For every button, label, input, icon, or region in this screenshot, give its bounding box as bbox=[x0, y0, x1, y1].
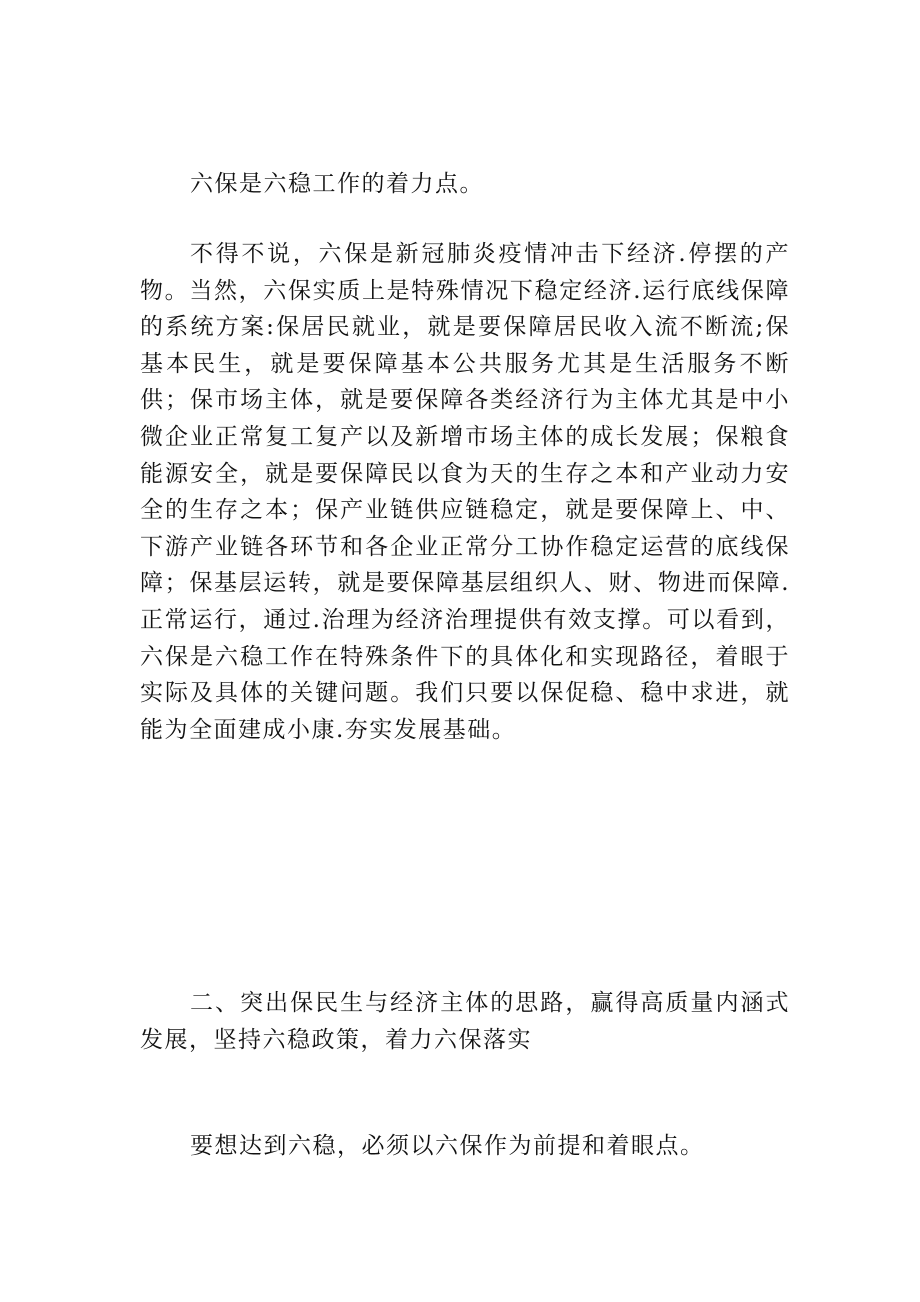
paragraph-closing: 要想达到六稳，必须以六保作为前提和着眼点。 bbox=[190, 1133, 705, 1159]
paragraph-intro: 六保是六稳工作的着力点。 bbox=[190, 171, 484, 197]
section-heading: 二、突出保民生与经济主体的思路，赢得高质量内涵式发展，坚持六稳政策，着力六保落实 bbox=[140, 990, 790, 1053]
paragraph-body: 不得不说，六保是新冠肺炎疫情冲击下经济.停摆的产物。当然，六保实质上是特殊情况下稳定经济.运行底线保障的系统方案:保居民就业，就是要保障居民收入流不断流;保基本民生，就是要保障基本公共服务尤其是生活服务不断供；保市场主体，就是要保障各类经济行为主体尤其是中小微企业正常复工复产以及新增市场主体的成长发展；保粮食能源安全，就是要保障民以食为天的生存之本和产业动力安全的生存之本；保产业链供应链稳定，就是要保障上、中、下游产业链各环节和各企业正常分工协作稳定运营的底线保障；保基层运转，就是要保障基层组织人、财、物进而保障.正常运行，通过.治理为经济治理提供有效支撑。可以看到，六保是六稳工作在特殊条件下的具体化和实现路径，着眼于实际及具体的关键问题。我们只要以保促稳、稳中求进，就能为全面建成小康.夯实发展基础。 bbox=[140, 241, 790, 743]
